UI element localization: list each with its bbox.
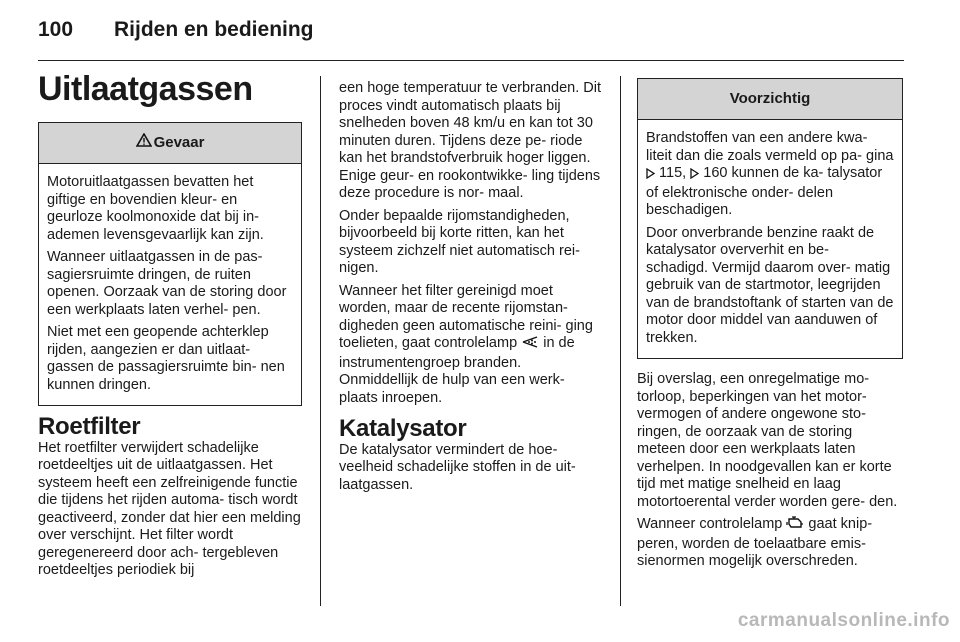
roetfilter-paragraph-continued: een hoge temperatuur te verbranden. Dit proces vindt automatisch plaats bij snelheden boven 48 km/u en kan tot 30 minuten duren. Tijdens deze pe- riode kan het brandstofverbruik hoger liggen. Enige geur- en rookontwikke- ling tijdens deze procedure is nor- maal. xyxy=(339,80,601,201)
roetfilter-paragraph: Het roetfilter verwijdert schadelijke roetdeeltjes uit de uitlaatgassen. Het systeem heeft een zelfreinigende functie die tijdens het rijden automa- tisch wordt geactiveerd, zonder dat hier een melding over verschijnt. Het filter wordt geregenereerd door ach- tergebleven roetdeeltjes periodiek bij xyxy=(38,439,301,578)
page-reference[interactable]: 160 kunnen de ka- talysator of elektronische onder- delen beschadigen. xyxy=(646,165,883,218)
page-reference-arrow-icon xyxy=(646,167,655,185)
page-header xyxy=(38,18,314,42)
caution-paragraph xyxy=(646,130,894,220)
danger-box-body xyxy=(39,164,301,405)
caution-box-body xyxy=(638,120,902,358)
engine-check-lamp-icon xyxy=(786,516,804,536)
page-title: Uitlaatgassen xyxy=(38,70,253,108)
roetfilter-text: Wanneer het filter gereinigd moet worden, maar de recente rijomstan- digheden geen automatische reini- ging toelieten, gaat controlelamp xyxy=(339,282,593,351)
caution-text: Brandstoffen van een andere kwa- liteit dan die zoals vermeld op pa- gina xyxy=(646,130,894,164)
roetfilter-paragraph xyxy=(339,283,603,408)
col3-paragraph xyxy=(637,516,903,571)
danger-paragraph: Wanneer uitlaatgassen in de pas- sagiersruimte dringen, de ruiten openen. Oorzaak van de storing door een werkplaats laten verhel- pen. xyxy=(47,249,287,318)
roetfilter-paragraph: Onder bepaalde rijomstandigheden, bijvoorbeeld bij korte ritten, kan het systeem zichzelf niet automatisch rei- nigen. xyxy=(339,207,580,276)
caution-paragraph: Door onverbrande benzine raakt de katalysator oververhit en be- schadigd. Vermijd daarom over- matig gebruik van de startmotor, leegrijden van de brandstoftank of starten van de motor door middel van aanduwen of trekken. xyxy=(646,224,894,346)
watermark: carmanualsonline.info xyxy=(737,610,950,631)
col3-text: gaat knip- peren, worden de toelaatbare emis- sienormen mogelijk overschreden. xyxy=(637,516,873,569)
caution-box-header: Voorzichtig xyxy=(638,79,902,120)
col3-paragraph: Bij overslag, een onregelmatige mo- torloop, beperkingen van het motor- vermogen of andere ongewone sto- ringen, de oorzaak van de storing meteen door een werkplaats laten verhelpen. In noodgevallen kan er korte tijd met matige snelheid en laag motortoerental verder worden gere- den. xyxy=(637,371,898,510)
page-reference[interactable]: 115, xyxy=(659,165,687,181)
danger-box-header xyxy=(39,123,301,164)
column-middle xyxy=(339,80,603,499)
column-right xyxy=(637,78,903,576)
danger-box xyxy=(38,122,302,406)
section-title: Rijden en bediening xyxy=(114,18,314,41)
danger-label: Gevaar xyxy=(153,134,205,151)
katalysator-paragraph: De katalysator vermindert de hoe- veelheid schadelijke stoffen in de uit- laatgassen. xyxy=(339,441,576,493)
column-left xyxy=(38,122,302,585)
col3-text: Wanneer controlelamp xyxy=(637,516,783,532)
warning-triangle-icon xyxy=(136,123,152,163)
roetfilter-text: in de instrumentengroep branden. Onmiddellijk de hulp van een werk- plaats inroepen. xyxy=(339,335,575,406)
particle-filter-lamp-icon xyxy=(521,335,539,355)
header-divider xyxy=(38,60,904,61)
katalysator-heading: Katalysator xyxy=(339,415,467,442)
page-reference-arrow-icon xyxy=(690,167,699,185)
roetfilter-heading: Roetfilter xyxy=(38,413,141,440)
danger-paragraph: Motoruitlaatgassen bevatten het giftige en bovendien kleur- en geurloze koolmonoxide dat bij in- ademen levensgevaarlijk kan zijn. xyxy=(47,174,264,243)
danger-paragraph: Niet met een geopende achterklep rijden, aangezien er dan uitlaat- gassen de passagiersruimte bin- nen kunnen dringen. xyxy=(47,324,285,393)
page-number: 100 xyxy=(38,18,74,41)
caution-box xyxy=(637,78,903,359)
column-divider xyxy=(320,76,321,606)
column-divider xyxy=(620,76,621,606)
